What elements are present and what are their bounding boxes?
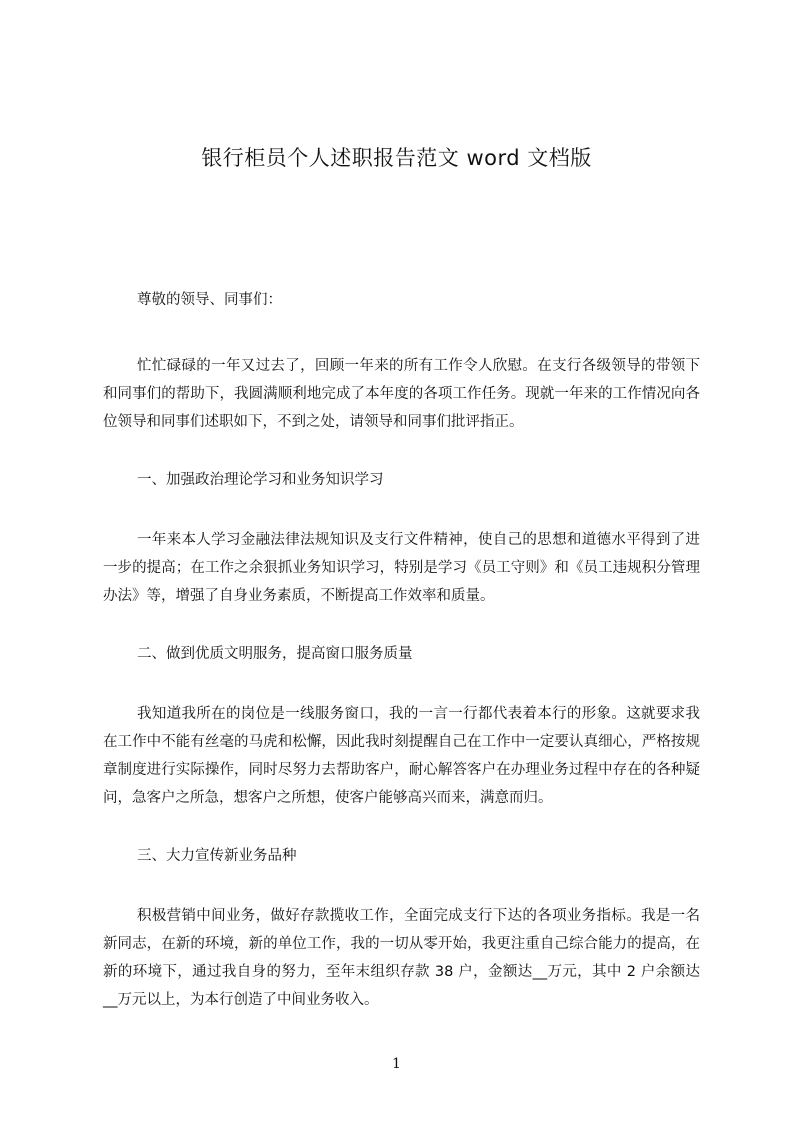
salutation: 尊敬的领导、同事们： (137, 292, 282, 308)
section-body-2: 我知道我所在的岗位是一线服务窗口，我的一言一行都代表着本行的形象。这就要求我在工作中不能有丝毫的马虎和松懈，因此我时刻提醒自己在工作中一定要认真细心，严格按规章制度进行实际操作，同时尽努力去帮助客户，耐心解答客户在办理业务过程中存在的各种疑问，急客户之所急，想客户之所想，使客户能够高兴而来，满意而归。 (103, 706, 700, 806)
document-body (103, 288, 700, 1046)
section-heading-1: 一、加强政治理论学习和业务知识学习 (137, 472, 384, 488)
page-number: 1 (392, 1056, 401, 1072)
section-heading-2: 二、做到优质文明服务，提高窗口服务质量 (137, 646, 413, 662)
section-body-1: 一年来本人学习金融法律法规知识及支行文件精神，使自己的思想和道德水平得到了进一步的提高；在工作之余狠抓业务知识学习，特别是学习《员工守则》和《员工违规积分管理办法》等，增强了自身业务素质，不断提高工作效率和质量。 (103, 532, 700, 604)
section-body-3: 积极营销中间业务，做好存款揽收工作，全面完成支行下达的各项业务指标。我是一名新同志，在新的环境，新的单位工作，我的一切从零开始，我更注重自己综合能力的提高，在新的环境下，通过我自身的努力，至年末组织存款 38 户，金额达__万元，其中 2 户余额达__万元以上，为本行创造了中间业务收入。 (103, 908, 700, 1008)
section-heading-3: 三、大力宣传新业务品种 (137, 848, 297, 864)
intro-paragraph: 忙忙碌碌的一年又过去了，回顾一年来的所有工作令人欣慰。在支行各级领导的带领下和同事们的帮助下，我圆满顺利地完成了本年度的各项工作任务。现就一年来的工作情况向各位领导和同事们述职如下，不到之处，请领导和同事们批评指正。 (103, 358, 700, 430)
document-title: 银行柜员个人述职报告范文 word 文档版 (201, 146, 592, 170)
